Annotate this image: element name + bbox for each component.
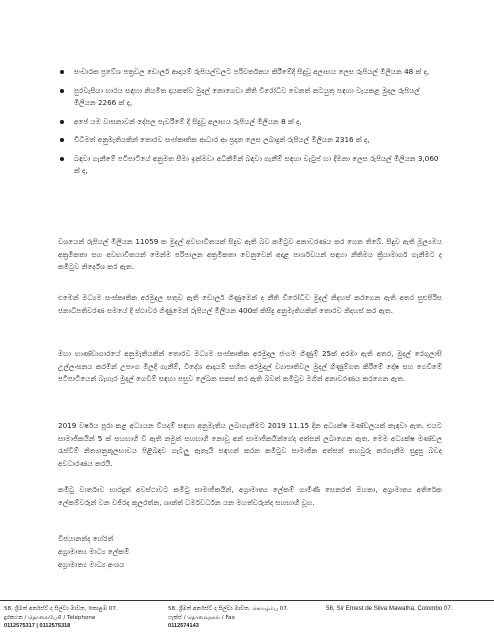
bullet-dot-icon [60,89,64,93]
paragraph-summary: වශයෙන් රුපියල් මිලියන 11059 ක මුදල් අවභාවිතයක් සිදුව ඇති බව කමිටුව අනාවරණය කර ගෙන තිබේ. සිදුව ඇති මූල්‍යමය අක්‍රමිකතා සහ අවභාවිතයන් මෙන්ම පරිපාලන අක්‍රමිකතා වෙනුවෙන් අදාළ පාර්ශවයන් සඳහා නීතිමය ක්‍රියාමාර්ග ගැනීමට ද කමිටුව නිර්දේශ කර ඇත. [58,237,442,272]
bullet-dot-icon [60,120,64,124]
fax-label: ෆැක්ස් / தொலைநகல் / Fax [168,614,235,621]
signature-block [58,532,129,571]
list-item: පුරවැසියා භාරය සඳහා නියමිත දායකත්ව මුදල් නොගෙවා නීති විරෝධීව වෙනත් කටයුතු සඳහා වැයකළ මුදල රුපියල් මිලියන 2266 ක් ද, [60,85,440,110]
fax-number: 0112574143 [168,623,199,629]
bullet-dot-icon [60,157,64,161]
signatory-title: අග්‍රාමාත්‍ය මාධ්‍ය ලේකම් [58,547,130,556]
bullet-dot-icon [60,70,64,74]
phone-numbers: 0112575317 | 0112575318 [4,623,71,629]
paragraph-treasury: මහා භාණ්ඩාගාරයේ අනුමැතියකින් තොරව මධ්‍යම සංස්කෘතික අරමුදල ජංගම ගිණුම් 25ක් අරඹා ඇති අතර, මුදල් රෙගුලාසි උල්ලංඝනය කරමින් උපාංග මිලදී ගැනීම්, විදේශ ආදායම් සහිත අරමුදල් ව්‍යාපෘතිවල මුදල් ගිණුම්ගත කිරීමේ දෝෂ සහ ගෙවීමේ පටිපාටියෙන් බැහැර මුදල් ගෙවීම් සඳහා පසුව ලේඛන සකස් කර ඇති බවත් කමිටුව මගින් අනාවරණය කරගෙන ඇත. [58,349,442,384]
footer-sinhala-address: 58, ශ්‍රීමත් අර්නස්ට් ද සිල්වා මාවත, කොළඹ 07. දුරකථන / தொலைபேசி / Telephone 0112575317 | 0112575318 [4,605,164,631]
list-item: සංචාරක ප්‍රවේශ පත්‍රවල ඩොලර් ආදායම් රුපියල්වලට පරිවර්තනය කිරීමේදී සිදුවූ අලාභය ලෙස රුපියල් මිලියන 48 ක් ද, [60,66,440,79]
signatory-name: විජයානන්ද හේරත් [58,534,114,543]
paragraph-attendance: කමිටු වාර්තාව භාරදුන් අවස්ථාවට කමිටු සාමාජිකයින්, අග්‍රාමාත්‍ය ලේකම් ගාමිණී සෙනරත් මහතා, අග්‍රාමාත්‍ය අතිරේක ලේකම්වරුන් වන වජිරද කුලරත්න, ශාන්ත් ධර්මවර්ධන යන මහත්වරුන්ද සහභාගී වූහ. [58,485,442,507]
phone-label: දුරකථන / தொலைபேசி / Telephone [4,614,96,621]
letterhead-footer [0,600,494,641]
footer-english-address: 58, Sir Ernest de Silva Mawatha, Colombo 07. [326,605,453,612]
bullet-dot-icon [60,138,64,142]
list-item: බඳවා ගැනීමේ පටිපාටියේ අනුමත සීමා ඉක්මවා අධිකීමින් බඳවා ගැනීම් සඳහා වැටුප් හා දීමනා ලෙස රුපියල් මිලියන 3,060 ක් ද, [60,153,440,178]
paragraph-dollar-account: එමෙන් මධ්‍යම සංස්කෘතික අරමුදල සතුව ඇති ඩොලර් ගිණුමෙන් ද නීති විරෝධීව මුදල් නිදහස් කරගෙන ඇති අතර සුළුපිරිස ජනාධිපතිවරණ සමයේ දී ස්ථාවර ගිණුමෙන් රුපියල් මිලියන 400ක් කිසිදු අනුමැතියකින් තොරව නිදහස් කර ඇත. [58,293,442,315]
findings-list [60,66,440,184]
footer-tamil-address: 58, ශ්‍රීමත් අර්නස්ට් ද සිල්වා මාවත, கொழும்பு 07. ෆැක්ස් / தொலைநகல் / Fax 0112574143 [168,605,318,631]
list-item: අපේ යම වාසනාවන් දේපල පැවරීමේ දී සිදුවූ අලාභය රුපියල් මිලියන 8 ක් ද, [60,116,440,129]
list-item: විධිමත් අනුමැතියකින් තොරව සංස්කෘතික ආධාර ආ ප්‍රදාන ලෙස ලබාදුන් රුපියල් මිලියන 2316 ක් ද, [60,134,440,147]
paragraph-board-meeting: 2019 වර්ෂය පූරා කළ අධ්‍යයන වියදම් සඳහා අනුමැතිය ලබාගැනීමට 2019 11.15 දින අධ්‍යක්ෂ මණ්ඩලයක් කැඳවා ඇත. එයට සාමාජිකයින් 5 ක් සහභාගී වී ඇති නමුත් සහභාගී නොවූ අන් සාමාජිකයින්ගේද අත්සන් ලබාගෙන ඇත. මෙම අධ්‍යක්ෂ මණ්ඩල රැස්වීම් නිත්‍යානුකූලභාවය පිළිබඳව ගැටලු ඇතැයි සඳහන් කරන කමිටුව සාමාජික අත්සන් තහවුරු කරගැනීම සුදුසු බවද අවධාරණය කරයි. [58,421,442,468]
signatory-department: අග්‍රාමාත්‍ය මාධ්‍ය අංශය [58,560,125,569]
